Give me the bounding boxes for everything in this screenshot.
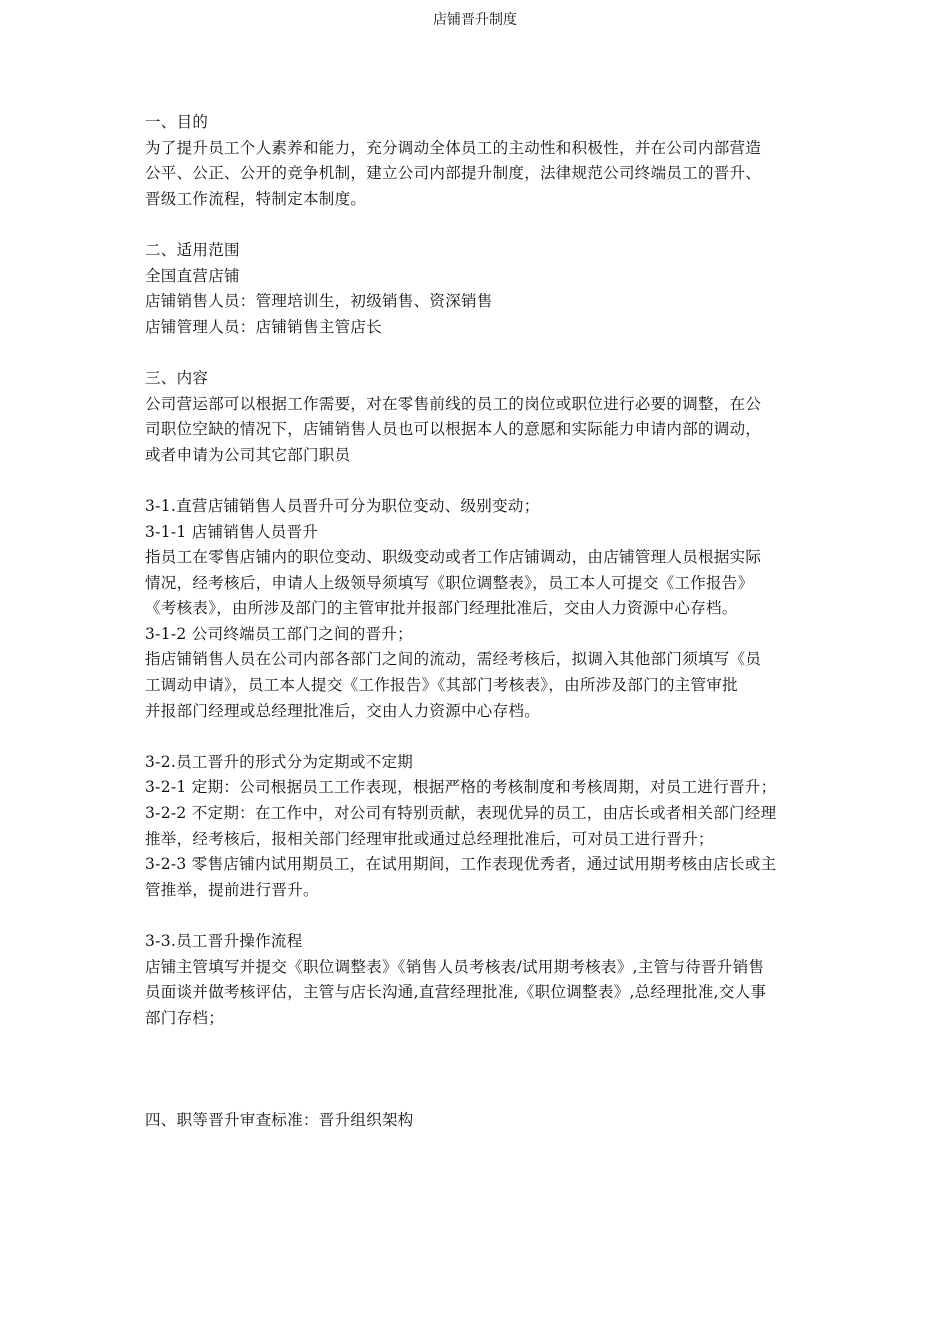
subsection-3-1-line: 《考核表》，由所涉及部门的主管审批并报部门经理批准后，交由人力资源中心存档。	[145, 599, 738, 618]
section-scope-line: 店铺销售人员：管理培训生，初级销售、资深销售	[145, 292, 493, 311]
section-purpose-line: 为了提升员工个人素养和能力，充分调动全体员工的主动性和积极性，并在公司内部营造	[145, 138, 762, 157]
section-content-heading: 三、内容	[145, 368, 209, 387]
page-header-title: 店铺晋升制度	[433, 12, 517, 28]
section-scope-line: 全国直营店铺	[145, 266, 240, 285]
section-purpose-heading: 一、目的	[145, 113, 209, 131]
subsection-3-1-line: 情况，经考核后，申请人上级领导须填写《职位调整表》，员工本人可提交《工作报告》	[145, 573, 754, 592]
subsection-3-2-line: 推举，经考核后，报相关部门经理审批或通过总经理批准后，可对员工进行晋升；	[145, 829, 714, 848]
subsection-3-1-heading: 3-1.直营店铺销售人员晋升可分为职位变动、级别变动；	[145, 496, 540, 515]
subsection-3-2-line: 管推举，提前进行晋升。	[145, 880, 319, 899]
section-standards-heading: 四、职等晋升审查标准：晋升组织架构	[145, 1111, 414, 1130]
section-scope-line: 店铺管理人员：店铺销售主管店长	[145, 317, 383, 336]
subsection-3-1-2-heading: 3-1-2 公司终端员工部门之间的晋升；	[145, 624, 413, 643]
subsection-3-3-line: 店铺主管填写并提交《职位调整表》《销售人员考核表/试用期考核表》,主管与待晋升销售	[145, 957, 765, 976]
section-content-line: 公司营运部可以根据工作需要，对在零售前线的员工的岗位或职位进行必要的调整，在公	[145, 394, 762, 413]
section-purpose-line: 公平、公正、公开的竞争机制，建立公司内部提升制度，法律规范公司终端员工的晋升、	[145, 164, 762, 183]
section-content-line: 或者申请为公司其它部门职员	[145, 445, 351, 464]
subsection-3-3-heading: 3-3.员工晋升操作流程	[145, 932, 303, 950]
section-scope-heading: 二、适用范围	[145, 240, 240, 259]
subsection-3-2-line: 3-2-3 零售店铺内试用期员工，在试用期间，工作表现优秀者，通过试用期考核由店长或主	[145, 855, 777, 874]
subsection-3-2-line: 3-2-2 不定期：在工作中，对公司有特别贡献，表现优异的员工，由店长或者相关部门经理	[145, 804, 777, 823]
subsection-3-3-line: 部门存档；	[145, 1008, 225, 1027]
subsection-3-1-line: 工调动申请》，员工本人提交《工作报告》《其部门考核表》，由所涉及部门的主管审批	[145, 676, 738, 695]
section-purpose-line: 晋级工作流程，特制定本制度。	[145, 189, 367, 208]
subsection-3-3-line: 员面谈并做考核评估，主管与店长沟通,直营经理批准,《职位调整表》,总经理批准,交人事	[145, 983, 767, 1002]
document-body	[145, 110, 865, 1134]
subsection-3-2-heading: 3-2.员工晋升的形式分为定期或不定期	[145, 752, 414, 771]
subsection-3-1-1-heading: 3-1-1 店铺销售人员晋升	[145, 522, 319, 541]
subsection-3-1-line: 指员工在零售店铺内的职位变动、职级变动或者工作店铺调动，由店铺管理人员根据实际	[145, 548, 762, 567]
subsection-3-1-line: 指店铺销售人员在公司内部各部门之间的流动，需经考核后，拟调入其他部门须填写《员	[145, 650, 762, 669]
subsection-3-2-line: 3-2-1 定期：公司根据员工工作表现，根据严格的考核制度和考核周期，对员工进行晋升；	[145, 778, 777, 797]
section-content-line: 司职位空缺的情况下，店铺销售人员也可以根据本人的意愿和实际能力申请内部的调动，	[145, 420, 762, 439]
subsection-3-1-line: 并报部门经理或总经理批准后，交由人力资源中心存档。	[145, 701, 541, 720]
